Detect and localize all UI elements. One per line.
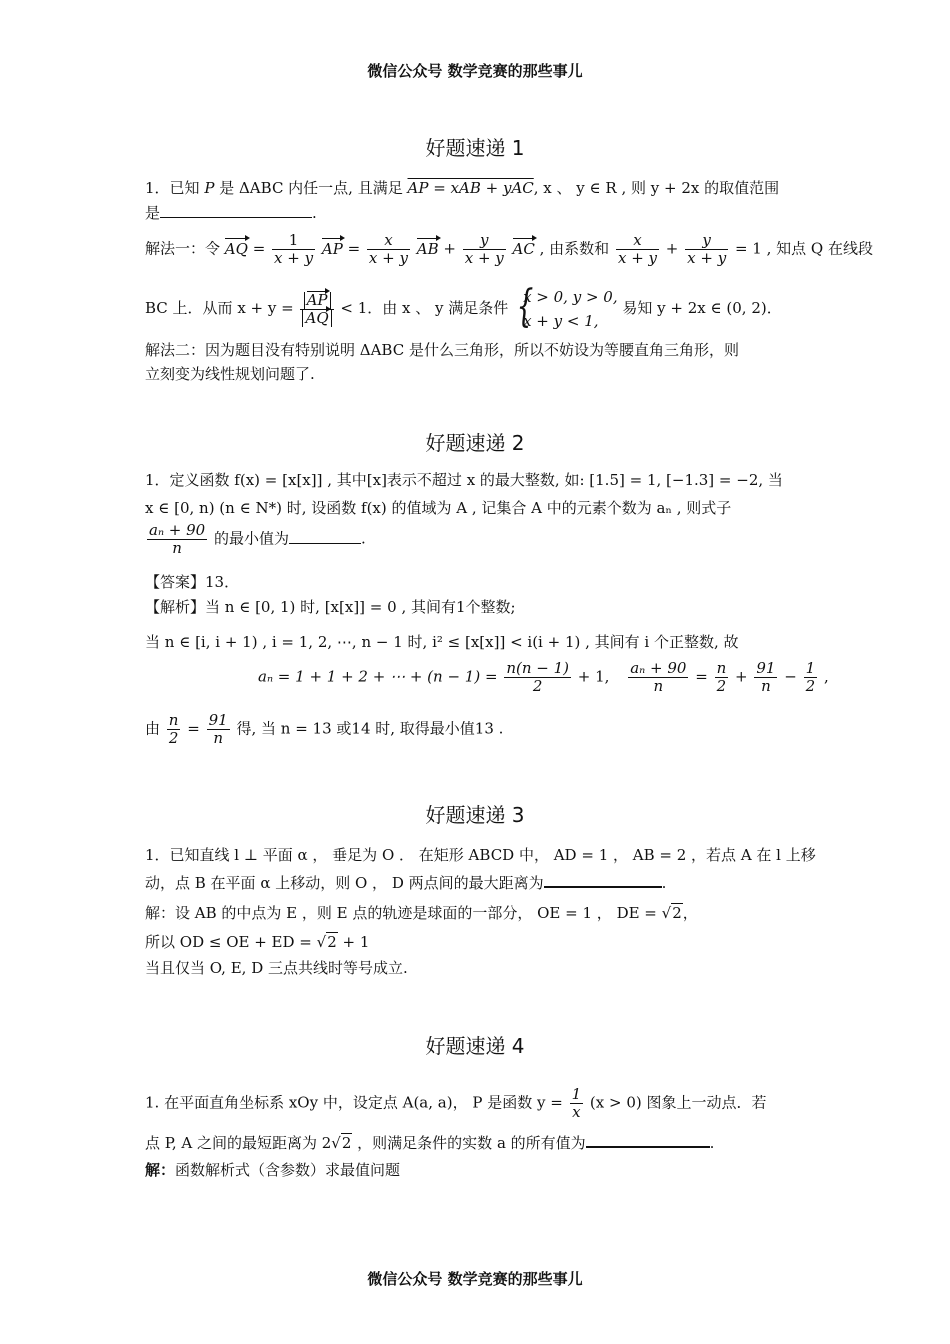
section-2-title: 好题速递 2 — [425, 431, 525, 455]
fraction-n-over-2-b: $\frac{n}{2}$ — [168, 711, 179, 747]
s1-question-line-2 — [145, 203, 317, 223]
s4-line-2 — [145, 1133, 714, 1153]
vector-AP: AP — [321, 239, 343, 258]
s1-question-line-1 — [145, 178, 779, 198]
s4-q-text: 1. 在平面直角坐标系 xOy 中，设定点 A(a, a)， P 是函数 y = — [145, 1093, 563, 1112]
fraction-91-over-n-b: $\frac{91}{n}$ — [208, 711, 228, 747]
s2-answer: 【答案】13． — [145, 573, 240, 591]
s2-comma: , — [823, 667, 829, 686]
s1-q-num: 1．已知 — [145, 179, 200, 197]
s1-q-period: . — [312, 204, 317, 222]
answer-blank — [544, 886, 662, 888]
fraction-x-sum: $\frac{x}{x + y}$ — [617, 231, 658, 267]
s4-sol-label: 解： — [145, 1161, 176, 1179]
answer-blank — [289, 543, 361, 544]
fraction-91-over-n: $\frac{91}{n}$ — [756, 659, 776, 695]
s3-period: . — [661, 874, 667, 892]
s4-line-3 — [145, 1160, 400, 1180]
s2-line-3 — [145, 522, 366, 557]
fraction-an-90-n: $\frac{\text{aₙ + 90}}{n}$ — [630, 659, 687, 695]
s3-sol-text: 解：设 AB 的中点为 E ，则 E 点的轨迹是球面的一部分， OE = 1 ， DE = — [145, 904, 657, 922]
s4-sol-text: 函数解析式（含参数）求最值问题 — [175, 1161, 401, 1179]
s4-q-text-3: 点 P, A 之间的最短距离为 2 — [145, 1134, 332, 1152]
s1-sol1-result: 易知 y + 2x ∈ (0, 2)． — [622, 299, 782, 317]
page-header: 微信公众号 数学竞赛的那些事儿 — [367, 62, 583, 80]
s3-line-1: 1．已知直线 l ⊥ 平面 α ， 垂足为 O ． 在矩形 ABCD 中， AD = 1 ， AB = 2 ，若点 A 在 l 上移 — [145, 846, 816, 864]
s3-line-2 — [145, 873, 666, 893]
s2-minus: − — [784, 667, 797, 686]
s4-q-text-4: ，则满足条件的实数 a 的所有值为 — [357, 1134, 586, 1152]
fraction-1-over-2: $\frac{1}{2}$ — [805, 659, 816, 695]
s2-analysis-4 — [145, 712, 503, 747]
s4-line-1 — [145, 1086, 767, 1121]
s2-line-2: x ∈ [0, n) (n ∈ N*) 时, 设函数 f(x) 的值域为 A , 记集合 A 中的元素个数为 aₙ , 则式子 — [145, 499, 732, 517]
section-3-title: 好题速递 3 — [425, 803, 525, 827]
s3-line-4 — [145, 932, 369, 952]
fraction-y-over-x-plus-y: $\frac{y}{x + y}$ — [464, 231, 504, 267]
s3-line-5: 当且仅当 O, E, D 三点共线时等号成立. — [145, 959, 408, 977]
fraction-AP-over-AQ: $\frac{AP}{AQ}$ — [300, 292, 333, 327]
sqrt-2-b: √2 — [316, 933, 337, 951]
s4-q-text-2: (x > 0) 图象上一动点．若 — [589, 1093, 767, 1112]
s3-q-text: 动，点 B 在平面 α 上移动，则 O ， D 两点间的最大距离为 — [145, 874, 544, 892]
s1-sol1-label: 解法一：令 — [145, 239, 221, 258]
section-4-title: 好题速递 4 — [425, 1034, 525, 1058]
s2-analysis-3 — [258, 660, 829, 695]
s3-line-3 — [145, 903, 698, 923]
s1-q-shi: 是 — [145, 204, 161, 222]
sqrt-2-c: √2 — [331, 1134, 352, 1152]
s2-line-1: 1．定义函数 f(x) = [x[x]] , 其中[x]表示不超过 x 的最大整数, 如: [1.5] = 1, [−1.3] = −2, 当 — [145, 471, 783, 489]
fraction-y-sum: $\frac{y}{x + y}$ — [687, 231, 727, 267]
s2-you: 由 — [145, 719, 161, 738]
section-1-title: 好题速递 1 — [425, 136, 525, 160]
fraction-n-n-1-over-2: $\frac{n(n - 1)}{2}$ — [506, 659, 569, 695]
constraint-1: { x > 0, y > 0, — [523, 288, 618, 306]
s2-analysis-1: 【解析】当 n ∈ [0, 1) 时, [x[x]] = 0 , 其间有1个整数; — [145, 598, 516, 616]
fraction-n-over-2: $\frac{n}{2}$ — [716, 659, 727, 695]
fraction-x-over-x-plus-y: $\frac{x}{x + y}$ — [368, 231, 408, 267]
s1-sol1-text-2: = 1 , 知点 Q 在线段 — [734, 239, 873, 258]
fraction-1-over-x: $\frac{1}{x}$ — [571, 1085, 582, 1121]
s2-eq-2: = — [187, 719, 200, 738]
fraction-an-plus-90-over-n: $\frac{\text{aₙ + 90}}{n}$ — [149, 521, 206, 557]
s1-solution1-line-2 — [145, 285, 782, 333]
s4-period: . — [709, 1134, 715, 1152]
fraction-1-over-x-plus-y: $\frac{1}{x + y}$ — [274, 231, 314, 267]
constraint-system — [513, 285, 618, 333]
s1-solution2-line-2: 立刻变为线性规划问题了. — [145, 365, 315, 383]
s2-plus: + — [735, 667, 748, 686]
constraint-2: x + y < 1, — [523, 312, 599, 330]
s1-sol1-text: , 由系数和 — [539, 239, 610, 258]
s2-eq: = — [695, 667, 708, 686]
s1-sol1-cond: < 1．由 x 、 y 满足条件 — [340, 299, 509, 317]
s2-min-text: 的最小值为 — [214, 529, 290, 548]
s2-period: . — [361, 529, 366, 548]
s1-q-point: P — [204, 179, 215, 197]
answer-blank — [160, 217, 312, 218]
vector-AQ: AQ — [224, 239, 248, 258]
s3-ineq: 所以 OD ≤ OE + ED = — [145, 933, 312, 951]
s1-q-text-2: , x 、 y ∈ R , 则 y + 2x 的取值范围 — [533, 179, 780, 197]
s2-an-sum: aₙ = 1 + 1 + 2 + ⋯ + (n − 1) = — [258, 667, 498, 686]
s3-comma: ， — [682, 904, 698, 922]
s2-an-plus1: + 1, — [577, 667, 610, 686]
page-footer: 微信公众号 数学竞赛的那些事儿 — [367, 1270, 583, 1288]
sqrt-2: √2 — [661, 904, 682, 922]
answer-blank — [586, 1146, 710, 1148]
s2-conclusion: 得, 当 n = 13 或14 时, 取得最小值13 . — [236, 719, 504, 738]
s1-solution1-line-1: 解法一：令 AQ = $\frac{1}{x + y}$ AP = $\frac{x}{x + y}$ AB + $\frac{y}{x + y}$ AC , 由系数和 $\frac{x}{x + y}$ + $\frac{y}{x + y}$ = 1 , 知点 Q 在线段 — [145, 231, 873, 267]
s1-q-text: 是 ΔABC 内任一点, 且满足 — [219, 179, 403, 197]
s3-plus-1: + 1 — [342, 933, 370, 951]
vector-AC: AC — [512, 239, 535, 258]
s1-sol1-bc: BC 上．从而 x + y = — [145, 299, 294, 317]
s1-solution2-line-1: 解法二：因为题目没有特别说明 ΔABC 是什么三角形，所以不妨设为等腰直角三角形，则 — [145, 341, 739, 359]
s1-q-vector-eq: AP = xAB + yAC — [407, 179, 534, 197]
vector-AB: AB — [416, 239, 439, 258]
s2-analysis-2: 当 n ∈ [i, i + 1) , i = 1, 2, ⋯, n − 1 时, i² ≤ [x[x]] < i(i + 1) , 其间有 i 个正整数, 故 — [145, 633, 739, 651]
